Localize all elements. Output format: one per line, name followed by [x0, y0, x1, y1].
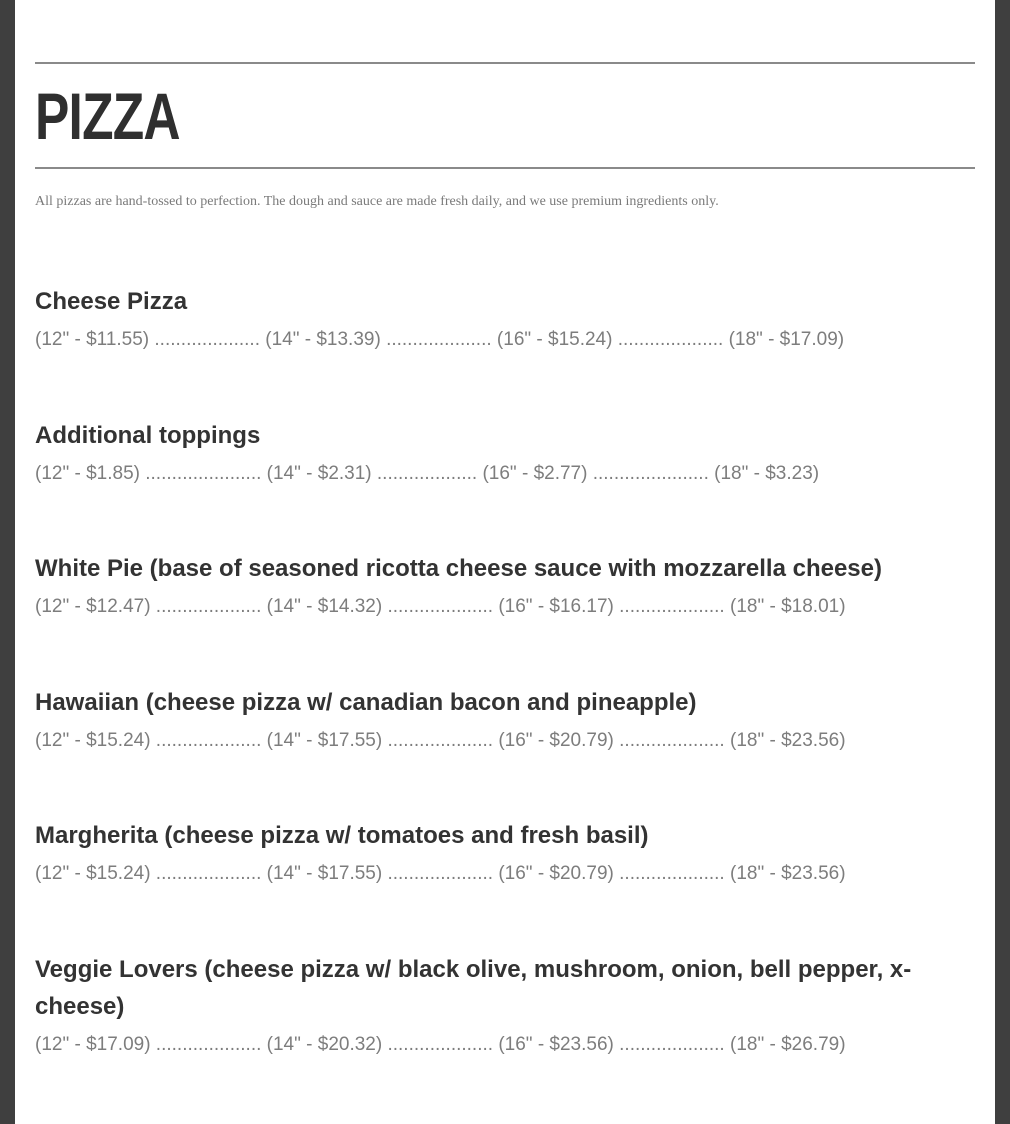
menu-item-hawaiian	[35, 684, 975, 753]
menu-item-prices: (12" - $12.47) .................... (14" - $14.32) .................... (16" - $16.17) .................... (18" - $18.01)	[35, 596, 846, 617]
menu-item-veggie-lovers	[35, 951, 975, 1057]
menu-item-margherita	[35, 817, 975, 886]
menu-item-name: White Pie (base of seasoned ricotta cheese sauce with mozzarella cheese)	[35, 555, 882, 582]
section-intro: All pizzas are hand-tossed to perfection. The dough and sauce are made fresh daily, and we use premium ingredients only.	[35, 194, 719, 209]
menu-item-white-pie	[35, 550, 975, 619]
menu-item-prices: (12" - $1.85) ...................... (14" - $2.31) ................... (16" - $2.77) ...................... (18" - $3.23)	[35, 463, 820, 484]
menu-page	[15, 0, 995, 1124]
menu-item-prices: (12" - $15.24) .................... (14" - $17.55) .................... (16" - $20.79) .................... (18" - $23.56)	[35, 863, 846, 884]
menu-item-name: Veggie Lovers (cheese pizza w/ black olive, mushroom, onion, bell pepper, x-cheese)	[35, 956, 912, 1020]
section-title: PIZZA	[35, 79, 180, 153]
menu-item-name: Margherita (cheese pizza w/ tomatoes and fresh basil)	[35, 822, 649, 849]
menu-item-prices: (12" - $15.24) .................... (14" - $17.55) .................... (16" - $20.79) .................... (18" - $23.56)	[35, 730, 846, 751]
menu-item-name: Cheese Pizza	[35, 288, 188, 315]
top-divider	[35, 62, 975, 64]
menu-item-name: Hawaiian (cheese pizza w/ canadian bacon and pineapple)	[35, 689, 697, 716]
menu-item-name: Additional toppings	[35, 422, 261, 449]
menu-item-prices: (12" - $17.09) .................... (14" - $20.32) .................... (16" - $23.56) .................... (18" - $26.79)	[35, 1034, 846, 1055]
menu-item-additional-toppings	[35, 417, 975, 486]
menu-item-cheese-pizza	[35, 283, 975, 352]
bottom-divider	[35, 167, 975, 169]
menu-item-prices: (12" - $11.55) .................... (14" - $13.39) .................... (16" - $15.24) .................... (18" - $17.09)	[35, 329, 845, 350]
